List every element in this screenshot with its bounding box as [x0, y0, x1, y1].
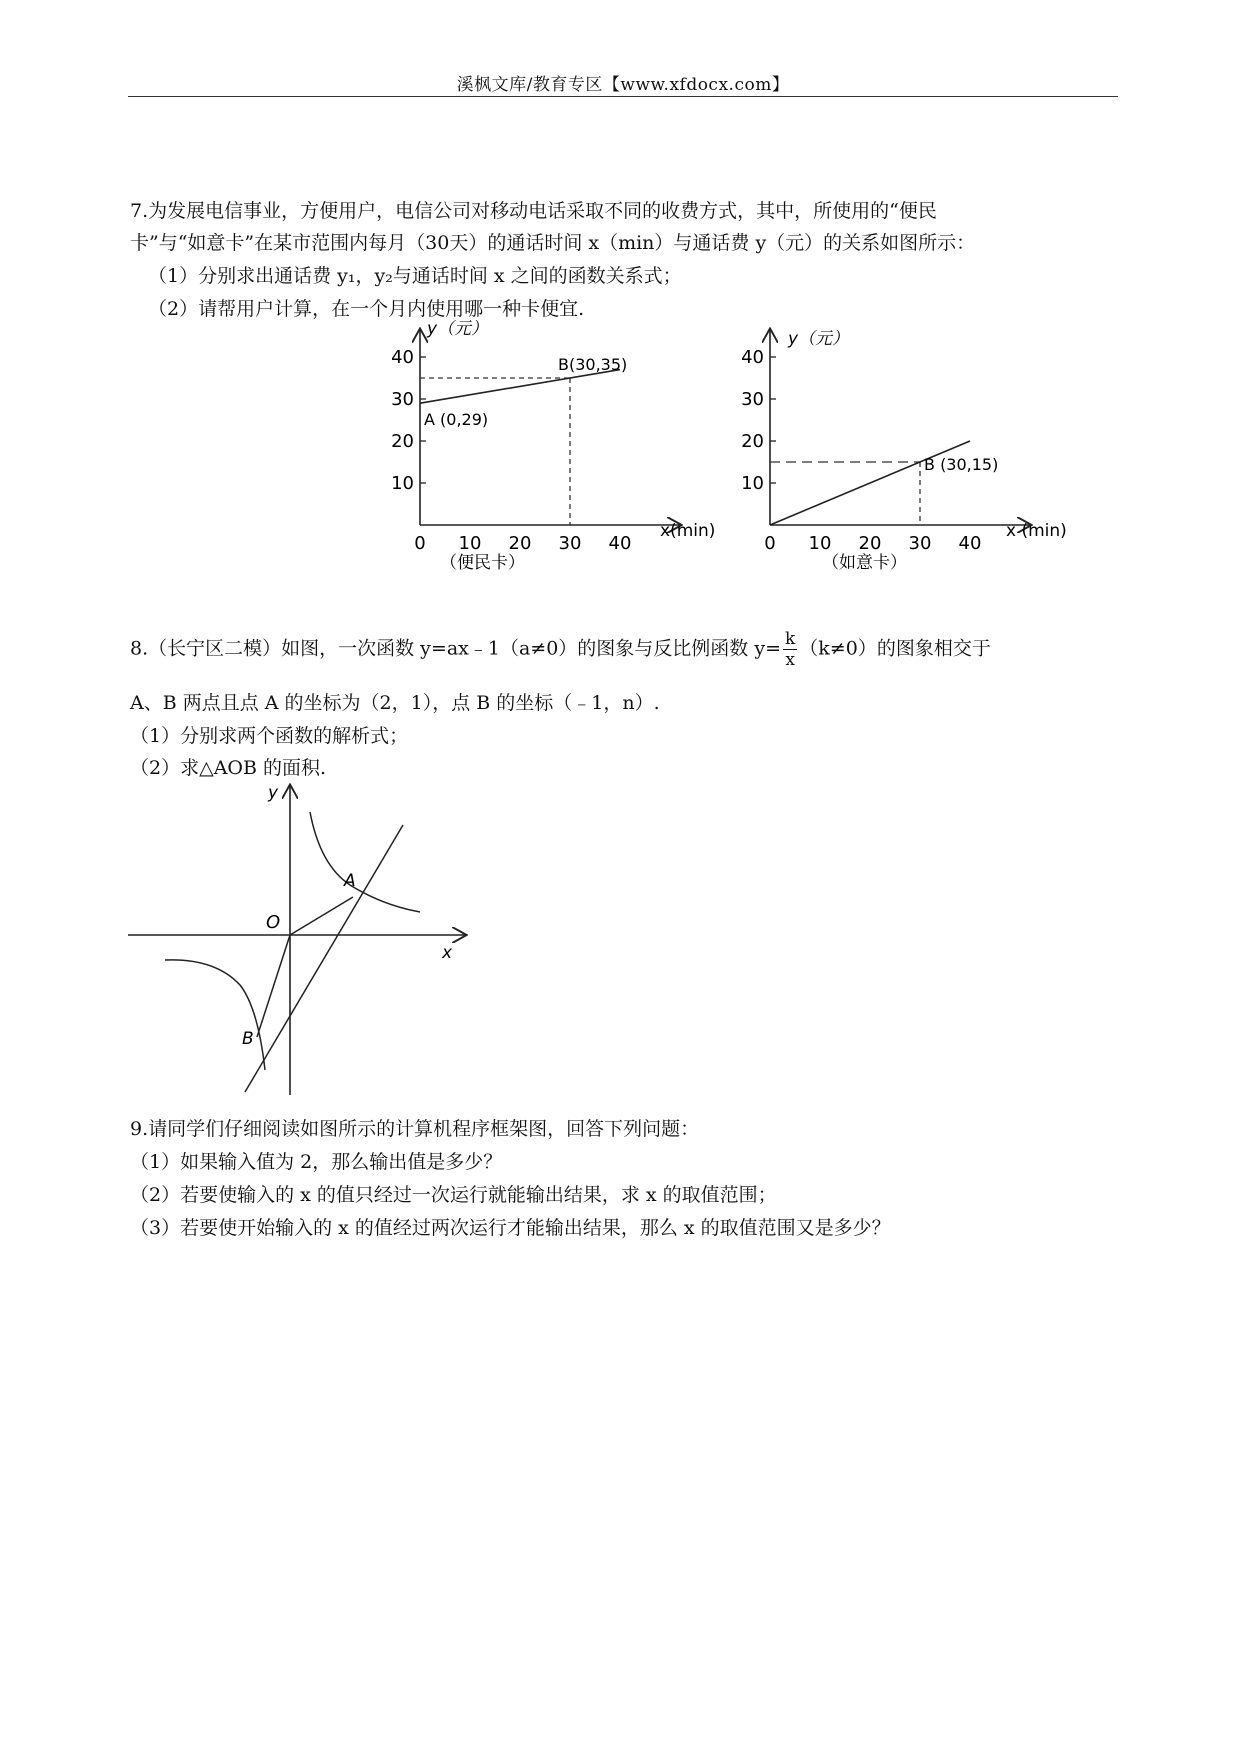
hyperbola-branch-first-quadrant — [310, 812, 420, 912]
q8-sub-2: （2）求△AOB 的面积. — [130, 757, 327, 779]
point-a-label: A (0,29) — [424, 410, 489, 430]
series-line — [420, 370, 620, 404]
q9-line-1: 9.请同学们仔细阅读如图所示的计算机程序框架图，回答下列问题： — [130, 1118, 700, 1140]
linear-function-line — [245, 825, 403, 1092]
chart-ruyi-card — [730, 320, 1090, 580]
segment-oa — [290, 897, 353, 935]
q9-sub-1: （1）如果输入值为 2，那么输出值是多少？ — [130, 1151, 503, 1173]
y-axis-label: y（元） — [788, 329, 850, 349]
fraction-denominator: x — [785, 650, 795, 670]
q8-line-1-tail: （k≠0）的图象相交于 — [799, 637, 991, 660]
x-tick-label: 40 — [608, 533, 632, 554]
y-tick-label: 30 — [391, 389, 414, 410]
y-tick-label: 40 — [741, 347, 764, 368]
x-axis-label: x (min) — [1006, 521, 1067, 541]
q7-sub-2: （2）请帮用户计算，在一个月内使用哪一种卡便宜. — [148, 298, 585, 320]
y-tick-label: 20 — [391, 431, 414, 452]
chart-caption: （便民卡） — [440, 553, 525, 573]
y-tick-label: 20 — [741, 431, 764, 452]
q9-sub-2: （2）若要使输入的 x 的值只经过一次运行就能输出结果，求 x 的取值范围； — [130, 1184, 777, 1206]
series-line — [770, 441, 970, 525]
x-tick-label: 30 — [908, 533, 932, 554]
q7-line-1: 7.为发展电信事业，方便用户，电信公司对移动电话采取不同的收费方式，其中，所使用的“便民 — [130, 200, 937, 222]
q9-sub-3: （3）若要使开始输入的 x 的值经过两次运行才能输出结果，那么 x 的取值范围又是多少？ — [130, 1217, 891, 1239]
y-tick-label: 30 — [741, 389, 764, 410]
fraction-numerator: k — [784, 629, 796, 649]
point-b-label: B(30,35) — [558, 355, 628, 374]
fraction-k-over-x — [783, 629, 797, 670]
q8-line-1 — [130, 629, 991, 670]
x-axis-label: x(min) — [660, 521, 716, 541]
x-tick-label: 0 — [414, 533, 426, 554]
y-axis-label: y（元） — [427, 320, 489, 339]
x-tick-label: 10 — [808, 533, 832, 554]
y-axis-label: y — [268, 783, 279, 803]
y-tick-label: 40 — [391, 347, 414, 368]
y-tick-label: 10 — [391, 473, 414, 494]
y-tick-label: 10 — [741, 473, 764, 494]
point-a-label: A — [344, 871, 356, 891]
header-divider — [128, 96, 1118, 97]
q8-line-2: A、B 两点且点 A 的坐标为（2，1），点 B 的坐标（﹣1，n）. — [130, 692, 660, 714]
function-graph-figure — [120, 780, 480, 1100]
x-tick-label: 30 — [558, 533, 582, 554]
point-b-label: B (30,15) — [924, 455, 999, 474]
segment-ob — [257, 935, 290, 1037]
x-tick-label: 40 — [958, 533, 982, 554]
x-axis-label: x — [442, 943, 453, 963]
x-tick-label: 20 — [508, 533, 532, 554]
x-tick-label: 0 — [764, 533, 776, 554]
q7-sub-1: （1）分别求出通话费 y₁，y₂与通话时间 x 之间的函数关系式； — [148, 265, 682, 287]
q7-line-2: 卡”与“如意卡”在某市范围内每月（30天）的通话时间 x（min）与通话费 y（元）的关系如图所示： — [130, 232, 976, 254]
hyperbola-branch-third-quadrant — [165, 960, 265, 1070]
x-tick-label: 20 — [858, 533, 882, 554]
point-b-label: B — [242, 1029, 254, 1049]
page-header: 溪枫文库/教育专区【www.xfdocx.com】 — [456, 75, 790, 95]
chart-bianmin-card — [380, 320, 720, 580]
origin-label: O — [266, 912, 281, 933]
q8-line-1-text: 8.（长宁区二模）如图，一次函数 y=ax﹣1（a≠0）的图象与反比例函数 y= — [130, 637, 781, 660]
x-tick-label: 10 — [458, 533, 482, 554]
q8-sub-1: （1）分别求两个函数的解析式； — [130, 725, 409, 747]
chart-caption: （如意卡） — [822, 553, 907, 573]
